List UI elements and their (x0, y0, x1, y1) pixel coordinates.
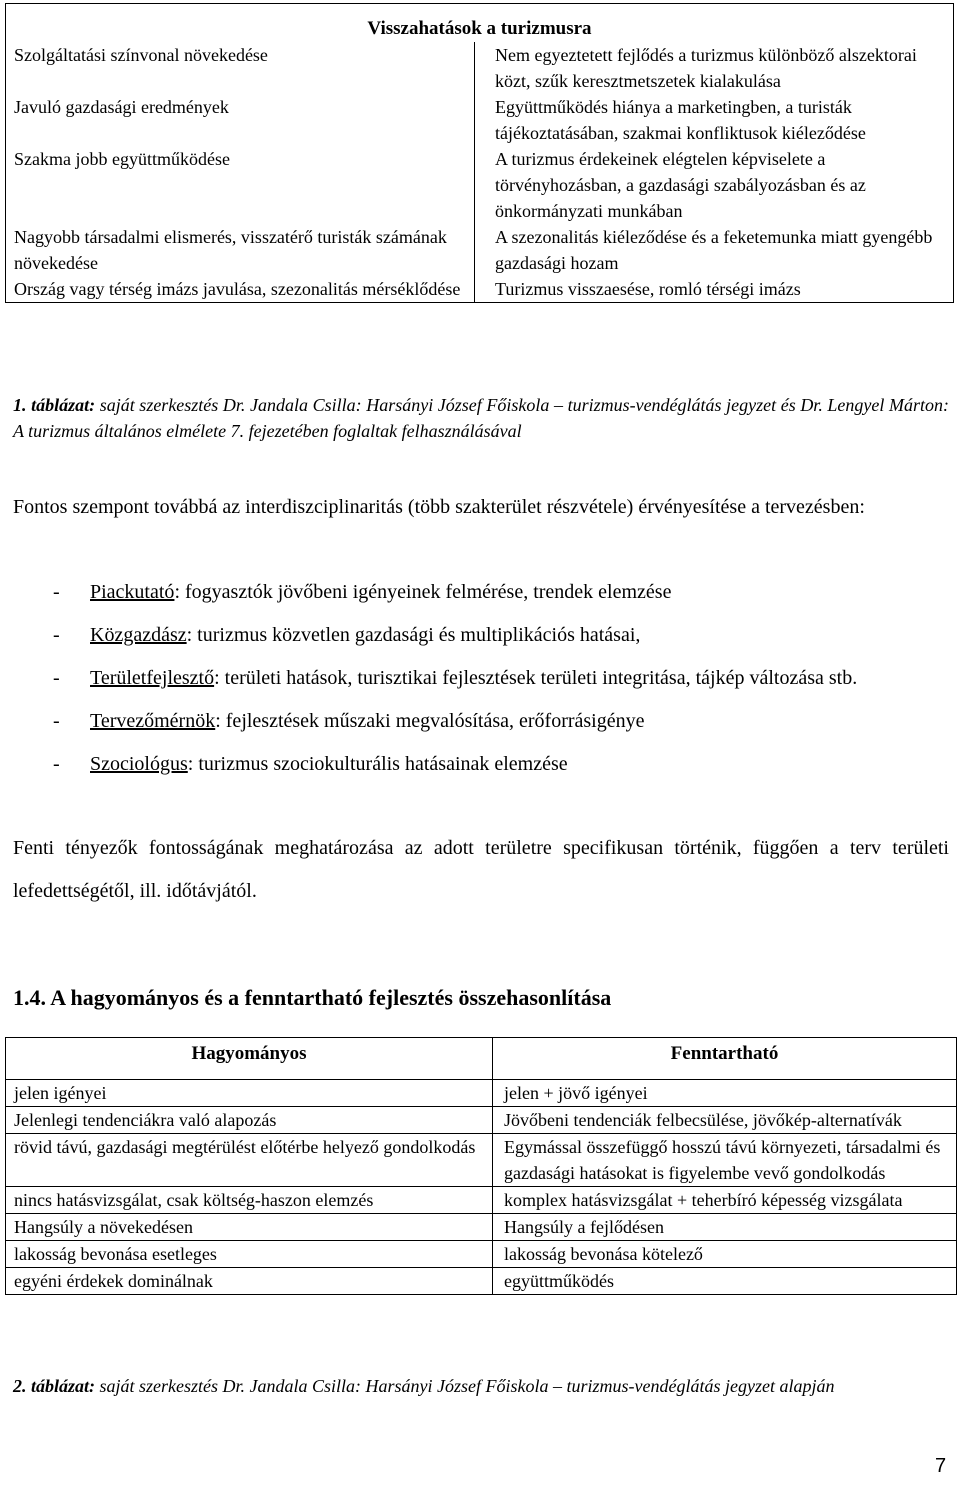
table-cell: együttműködés (493, 1268, 957, 1295)
table-cell: jelen igényei (6, 1080, 493, 1107)
discipline-list (13, 571, 949, 786)
table-cell: Jelenlegi tendenciákra való alapozás (6, 1107, 493, 1134)
table-cell: A szezonalitás kiéleződése és a feketemunka miatt gyengébb gazdasági hozam (475, 224, 954, 276)
comparison-table (5, 1037, 957, 1295)
section-heading: 1.4. A hagyományos és a fenntartható fejlesztés összehasonlítása (13, 985, 612, 1010)
list-item-term: Közgazdász (90, 624, 187, 646)
caption-text: saját szerkesztés Dr. Jandala Csilla: Harsányi József Főiskola – turizmus-vendéglátás jegyzet és Dr. Lengyel Márton: A turizmus általános elmélete 7. fejezetében foglaltak felhasználásával (13, 395, 949, 441)
page-number: 7 (935, 1455, 947, 1477)
table-cell: egyéni érdekek dominálnak (6, 1268, 493, 1295)
intro-paragraph: Fontos szempont továbbá az interdiszciplinaritás (több szakterület részvétele) érvényesítése a tervezésben: (13, 496, 865, 518)
list-item: - Tervezőmérnök: fejlesztések műszaki megvalósítása, erőforrásigénye (53, 710, 645, 732)
table-cell: Szolgáltatási színvonal növekedése (6, 42, 475, 94)
caption-text: saját szerkesztés Dr. Jandala Csilla: Harsányi József Főiskola – turizmus-vendéglátás jegyzet alapján (95, 1376, 835, 1396)
table-cell: Jövőbeni tendenciák felbecsülése, jövőkép-alternatívák (493, 1107, 957, 1134)
impacts-table-title: Visszahatások a turizmusra (6, 4, 954, 43)
caption-label: 2. táblázat: (13, 1376, 96, 1396)
table1-caption (13, 392, 949, 444)
table-cell: nincs hatásvizsgálat, csak költség-haszon elemzés (6, 1187, 493, 1214)
table-cell: Ország vagy térség imázs javulása, szezonalitás mérséklődése (6, 276, 475, 303)
table-cell: Javuló gazdasági eredmények (6, 94, 475, 146)
table-cell: Hangsúly a fejlődésen (493, 1214, 957, 1241)
table-cell: Egymással összefüggő hosszú távú környezeti, társadalmi és gazdasági hatásokat is figyelembe vevő gondolkodás (493, 1134, 957, 1187)
table2-caption (13, 1373, 949, 1399)
table-cell: lakosság bevonása kötelező (493, 1241, 957, 1268)
table-cell: Turizmus visszaesése, romló térségi imázs (475, 276, 954, 303)
list-item-term: Piackutató (90, 581, 175, 603)
caption-label: 1. táblázat: (13, 395, 96, 415)
table-cell: Együttműködés hiánya a marketingben, a turisták tájékoztatásában, szakmai konfliktusok kiéleződése (475, 94, 954, 146)
table-cell: rövid távú, gazdasági megtérülést előtérbe helyező gondolkodás (6, 1134, 493, 1187)
table-cell: Nagyobb társadalmi elismerés, visszatérő turisták számának növekedése (6, 224, 475, 276)
table-cell: Szakma jobb együttműködése (6, 146, 475, 224)
table-cell: Nem egyeztetett fejlődés a turizmus különböző alszektorai közt, szűk keresztmetszetek kialakulása (475, 42, 954, 94)
list-item: - Piackutató: fogyasztók jövőbeni igényeinek felmérése, trendek elemzése (53, 581, 672, 603)
impacts-table (5, 3, 954, 303)
list-item: - Közgazdász: turizmus közvetlen gazdasági és multiplikációs hatásai, (53, 624, 641, 646)
closing-paragraph: Fenti tényezők fontosságának meghatározása az adott területre specifikusan történik, függően a terv területi lefedettségétől, ill. időtávjától. (13, 837, 949, 902)
list-item-term: Tervezőmérnök (90, 710, 216, 732)
list-item-term: Szociológus (90, 753, 188, 775)
table-cell: jelen + jövő igényei (493, 1080, 957, 1107)
table-cell: A turizmus érdekeinek elégtelen képviselete a törvényhozásban, a gazdasági szabályozásban és az önkormányzati munkában (475, 146, 954, 224)
table-cell: lakosság bevonása esetleges (6, 1241, 493, 1268)
list-item: - Területfejlesztő: területi hatások, turisztikai fejlesztések területi integritása, tájkép változása stb. (53, 667, 858, 689)
column-header: Fenntartható (493, 1038, 957, 1077)
table-cell: komplex hatásvizsgálat + teherbíró képesség vizsgálata (493, 1187, 957, 1214)
list-item: - Szociológus: turizmus szociokulturális hatásainak elemzése (53, 753, 568, 775)
list-item-term: Területfejlesztő (90, 667, 215, 689)
table-cell: Hangsúly a növekedésen (6, 1214, 493, 1241)
column-header: Hagyományos (6, 1038, 493, 1077)
